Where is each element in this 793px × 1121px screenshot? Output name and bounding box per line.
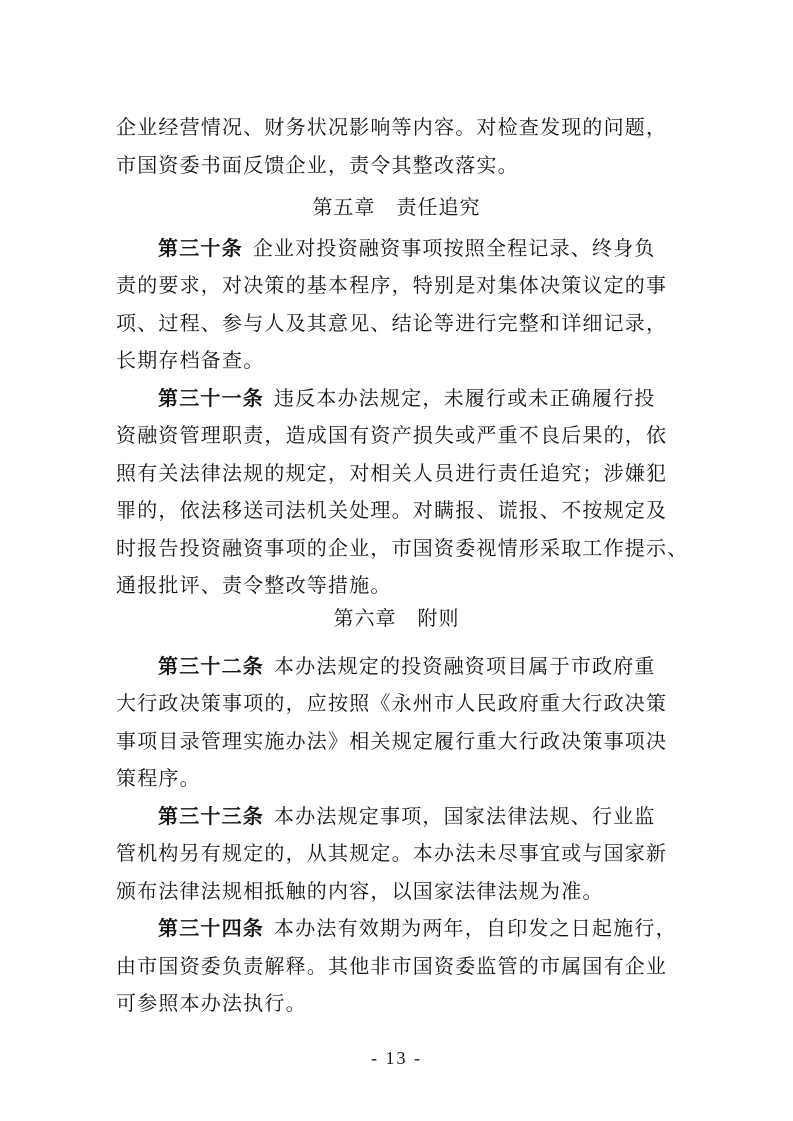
chapter-heading: 第六章 附则 (333, 606, 460, 630)
body-line: 策程序。 (116, 766, 201, 790)
body-line: 由市国资委负责解释。其他非市国资委监管的市属国有企业 (116, 954, 668, 978)
body-line: 颁布法律法规相抵触的内容，以国家法律法规为准。 (116, 879, 604, 903)
body-line: 罪的，依法移送司法机关处理。对瞒报、谎报、不按规定及 (116, 498, 668, 522)
article-text: 本办法规定事项，国家法律法规、行业监 (274, 804, 656, 828)
article-number: 第三十一条 (158, 386, 264, 410)
body-line: 时报告投资融资事项的企业，市国资委视情形采取工作提示、 (116, 536, 689, 560)
chapter-heading: 第五章 责任追究 (312, 195, 481, 219)
body-line: 通报批评、责令整改等措施。 (116, 573, 392, 597)
body-line: 长期存档备查。 (116, 348, 265, 372)
body-line: 大行政决策事项的，应按照《永州市人民政府重大行政决策 (116, 691, 668, 715)
article-number: 第三十条 (158, 236, 243, 260)
body-line: 事项目录管理实施办法》相关规定履行重大行政决策事项决 (116, 729, 668, 753)
body-line: 企业经营情况、财务状况影响等内容。对检查发现的问题， (116, 115, 668, 139)
article-text: 企业对投资融资事项按照全程记录、终身负 (252, 236, 656, 260)
body-line: 项、过程、参与人及其意见、结论等进行完整和详细记录， (116, 311, 668, 335)
body-line: 照有关法律法规的规定，对相关人员进行责任追究；涉嫌犯 (116, 461, 668, 485)
article-number: 第三十三条 (158, 804, 264, 828)
page-number: - 13 - (371, 1048, 422, 1068)
article-34-first-line (158, 914, 686, 942)
article-number: 第三十二条 (158, 654, 264, 678)
article-text: 本办法有效期为两年，自印发之日起施行， (274, 916, 677, 940)
body-line: 可参照本办法执行。 (116, 991, 307, 1015)
body-line: 管机构另有规定的，从其规定。本办法未尽事宜或与国家新 (116, 841, 668, 865)
body-line: 责的要求，对决策的基本程序，特别是对集体决策议定的事 (116, 273, 668, 297)
article-30-first-line (158, 234, 686, 262)
article-33-first-line (158, 802, 686, 830)
article-text: 本办法规定的投资融资项目属于市政府重 (274, 654, 656, 678)
article-number: 第三十四条 (158, 916, 264, 940)
article-32-first-line (158, 652, 686, 680)
article-text: 违反本办法规定，未履行或未正确履行投 (274, 386, 656, 410)
body-line: 资融资管理职责，造成国有资产损失或严重不良后果的，依 (116, 423, 668, 447)
article-31-first-line (158, 384, 686, 412)
body-line: 市国资委书面反馈企业，责令其整改落实。 (116, 153, 519, 177)
